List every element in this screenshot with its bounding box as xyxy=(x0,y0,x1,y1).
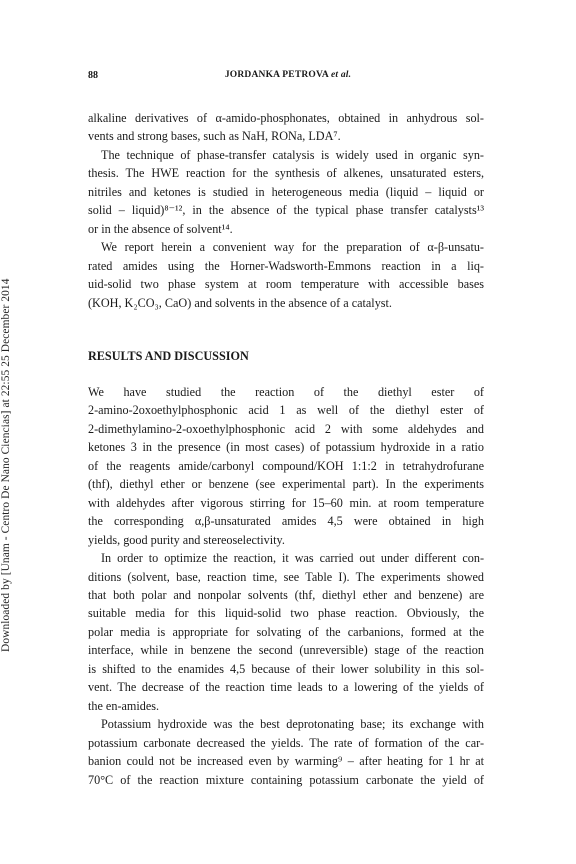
page-header xyxy=(88,70,488,84)
text-line: with aldehydes after vigorous stirring for 15–60 min. at room temperature xyxy=(88,495,484,510)
text-line: rated amides using the Horner-Wadsworth-Emmons reaction in a liq- xyxy=(88,258,484,273)
text-line: that both polar and nonpolar solvents (thf, diethyl ether and benzene) are xyxy=(88,587,484,602)
body-text-top xyxy=(88,109,484,312)
text-line: 2-amino-2oxoethylphosphonic acid 1 as well of the diethyl ester of xyxy=(88,403,484,418)
text-line: vent. The decrease of the reaction time leads to a lowering of the yields of xyxy=(88,680,484,695)
paragraph xyxy=(88,383,484,549)
text-line: (thf), diethyl ether or benzene (see experimental part). In the experiments xyxy=(88,477,484,492)
text-line: vents and strong bases, such as NaH, RONa, LDA⁷. xyxy=(88,129,341,144)
text-line: banion could not be increased even by warming⁹ – after heating for 1 hr at xyxy=(88,754,484,769)
text-line: uid-solid two phase system at room temperature with accessible bases xyxy=(88,277,484,292)
paragraph xyxy=(88,715,484,789)
text-line: the corresponding α,β-unsaturated amides 4,5 were obtained in high xyxy=(88,514,484,529)
paragraph xyxy=(88,109,484,146)
text-line: alkaline derivatives of α-amido-phosphonates, obtained in anhydrous sol- xyxy=(88,111,484,125)
paragraph xyxy=(88,146,484,238)
page-number: 88 xyxy=(88,70,98,81)
running-head xyxy=(88,70,488,80)
text-line: solid – liquid)⁸⁻¹², in the absence of the typical phase transfer catalysts¹³ xyxy=(88,203,484,218)
text-line: (KOH, K₂CO₃, CaO) and solvents in the absence of a catalyst. xyxy=(88,295,392,310)
paragraph xyxy=(88,549,484,715)
section-heading: RESULTS AND DISCUSSION xyxy=(88,349,249,363)
text-line: ditions (solvent, base, reaction time, see Table I). The experiments showed xyxy=(88,569,484,584)
text-line: We report herein a convenient way for the preparation of α-β-unsatu- xyxy=(101,240,484,255)
text-line: yields, good purity and stereoselectivity. xyxy=(88,532,285,547)
text-line: interface, while in benzene the second (unreversible) stage of the reaction xyxy=(88,643,484,658)
text-line: 70°C of the reaction mixture containing potassium carbonate the yield of xyxy=(88,772,484,787)
running-head-author: JORDANKA PETROVA xyxy=(224,70,329,80)
text-line: ketones 3 in the presence (in most cases) of potassium hydroxide in a ratio xyxy=(88,440,484,455)
text-line: In order to optimize the reaction, it was carried out under different con- xyxy=(101,551,484,566)
text-line: potassium carbonate decreased the yields. The rate of formation of the car- xyxy=(88,735,484,750)
text-line: the en-amides. xyxy=(88,698,160,713)
text-line: of the reagents amide/carbonyl compound/KOH 1:1:2 in tetrahydrofurane xyxy=(88,458,484,473)
text-line: nitriles and ketones is studied in heterogeneous media (liquid – liquid or xyxy=(88,184,484,199)
running-head-suffix: et al. xyxy=(330,70,352,80)
text-line: suitable media for this liquid-solid two phase reaction. Obviously, the xyxy=(88,606,484,621)
text-line: polar media is appropriate for solvating of the carbanions, formed at the xyxy=(88,624,484,639)
body-text-results xyxy=(88,383,484,789)
text-line: thesis. The HWE reaction for the synthesis of alkenes, unsaturated esters, xyxy=(88,166,484,181)
paragraph xyxy=(88,238,484,312)
text-line: 2-dimethylamino-2-oxoethylphosphonic acid 2 with some aldehydes and xyxy=(88,421,484,436)
text-line: Potassium hydroxide was the best deprotonating base; its exchange with xyxy=(101,717,484,732)
download-watermark-text: Downloaded by [Unam - Centro De Nano Ciencias] at 22:55 25 December 2014 xyxy=(0,278,12,652)
text-line: The technique of phase-transfer catalysis is widely used in organic syn- xyxy=(101,147,484,162)
text-line: or in the absence of solvent¹⁴. xyxy=(88,221,233,236)
text-line: is shifted to the enamides 4,5 because of their lower solubility in this sol- xyxy=(88,661,484,676)
text-line: We have studied the reaction of the diethyl ester of xyxy=(88,385,484,399)
